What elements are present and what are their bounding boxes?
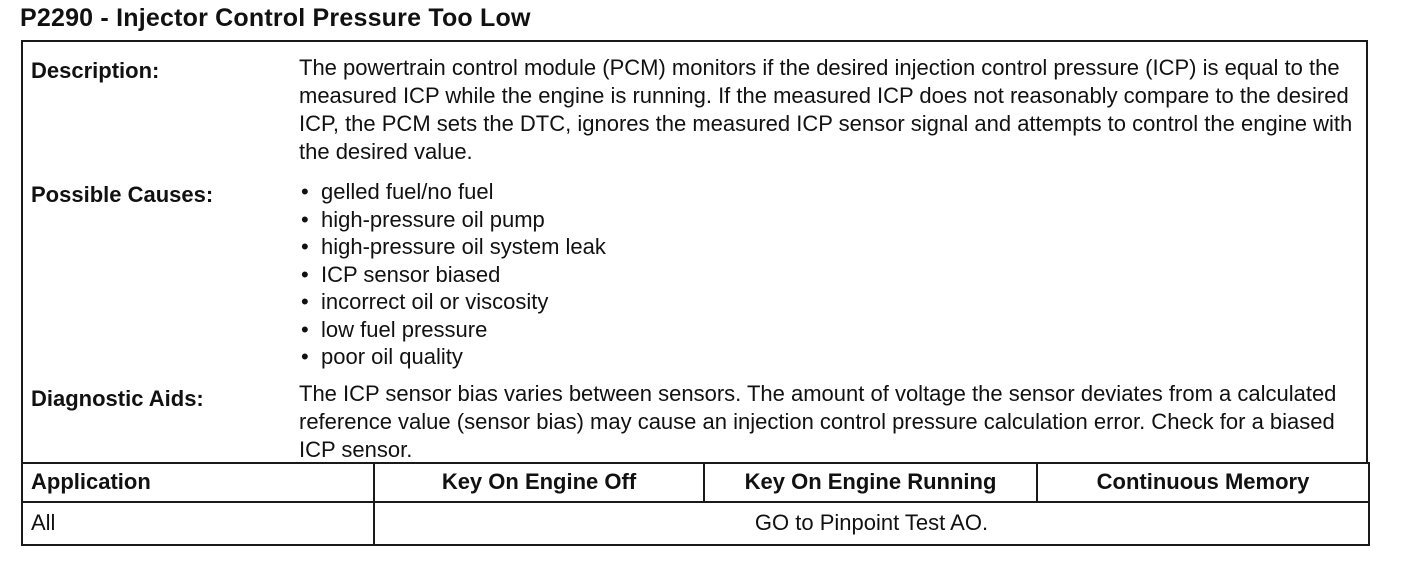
bullet-icon: • (301, 179, 309, 204)
bullet-icon: • (301, 206, 309, 232)
action-cell: GO to Pinpoint Test AO. (374, 502, 1369, 545)
possible-causes-label: Possible Causes: (31, 182, 214, 207)
dtc-info-box (21, 40, 1368, 464)
table-row (22, 502, 1369, 545)
application-cell: All (22, 502, 374, 545)
cause-item: • high-pressure oil pump (301, 206, 545, 232)
possible-causes-list (299, 178, 606, 371)
header-key-on-engine-off: Key On Engine Off (374, 463, 704, 502)
dtc-title: P2290 - Injector Control Pressure Too Low (20, 4, 531, 32)
diagnostic-aids-text: The ICP sensor bias varies between sensors. The amount of voltage the sensor deviates from a calculated reference value (sensor bias) may cause an injection control pressure calculation error. Check for a biased ICP sensor. (299, 381, 1337, 462)
header-continuous-memory: Continuous Memory (1037, 463, 1369, 502)
application-table (21, 462, 1370, 546)
bullet-icon: • (301, 261, 309, 287)
cause-item: • incorrect oil or viscosity (301, 289, 549, 314)
header-application: Application (22, 463, 374, 502)
cause-item: • high-pressure oil system leak (301, 234, 606, 259)
cause-item: • poor oil quality (301, 344, 463, 369)
bullet-icon: • (301, 289, 309, 314)
bullet-icon: • (301, 234, 309, 259)
description-label: Description: (31, 58, 160, 83)
cause-item: • ICP sensor biased (301, 261, 501, 287)
cause-item: • gelled fuel/no fuel (301, 179, 494, 204)
bullet-icon: • (301, 344, 309, 369)
table-header-row (22, 463, 1369, 502)
description-text: The powertrain control module (PCM) monitors if the desired injection control pressure (ICP) is equal to the measured ICP while the engine is running. If the measured ICP does not reasonably compare to the desired ICP, the PCM sets the DTC, ignores the measured ICP sensor signal and attempts to control the engine with the desired value. (299, 55, 1353, 164)
cause-item: • low fuel pressure (301, 316, 488, 342)
header-key-on-engine-running: Key On Engine Running (704, 463, 1037, 502)
bullet-icon: • (301, 316, 309, 342)
diagnostic-aids-label: Diagnostic Aids: (31, 386, 204, 411)
